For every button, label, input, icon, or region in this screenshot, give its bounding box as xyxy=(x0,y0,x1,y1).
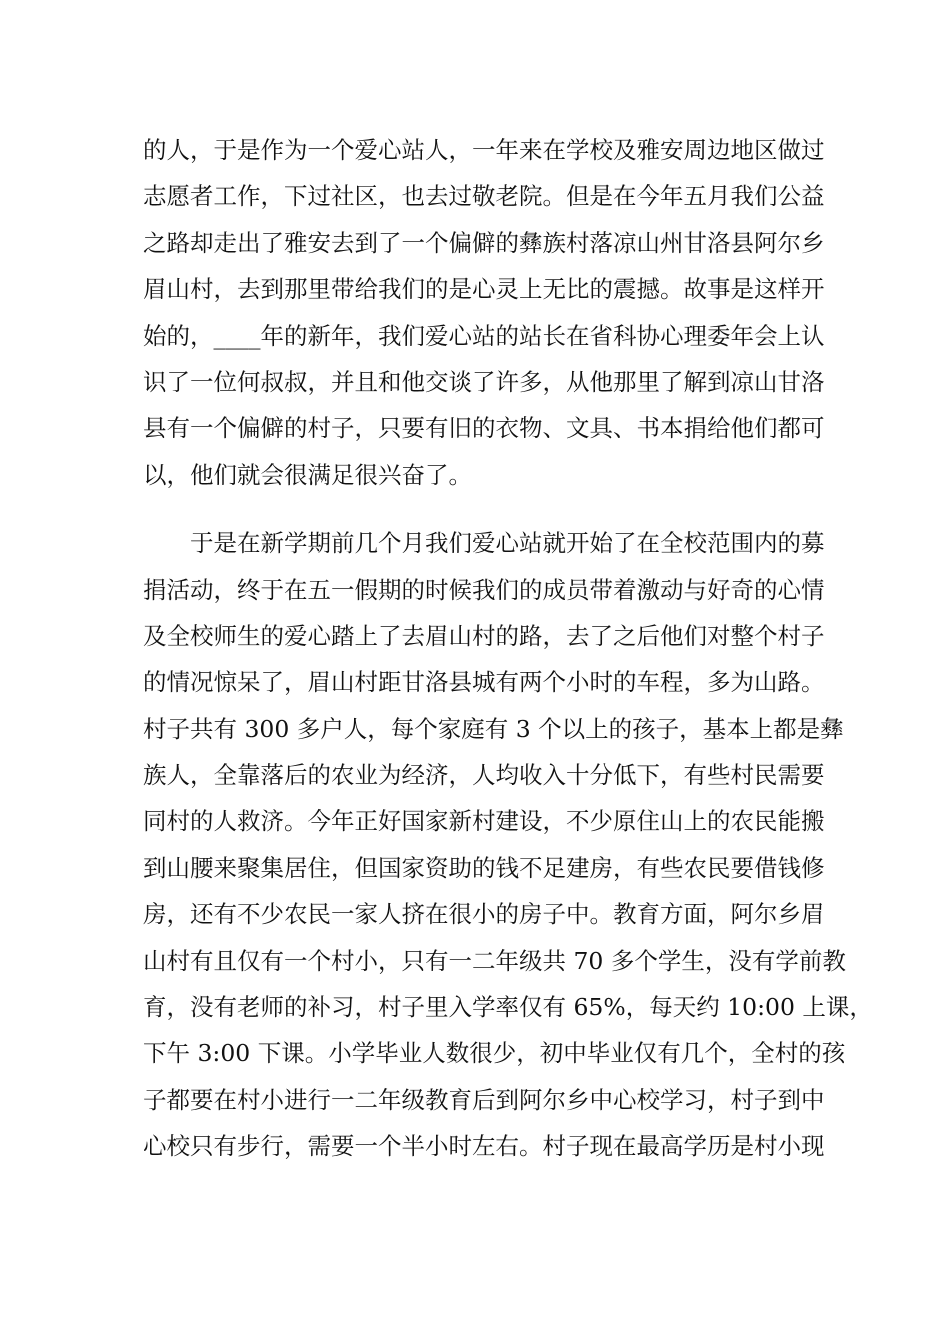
paragraph-line: 村子共有 300 多户人，每个家庭有 3 个以上的孩子，基本上都是彝 xyxy=(143,714,844,743)
paragraph-line: 之路却走出了雅安去到了一个偏僻的彝族村落凉山州甘洛县阿尔乡 xyxy=(143,228,825,257)
paragraph-line: 族人，全靠落后的农业为经济，人均收入十分低下，有些村民需要 xyxy=(143,761,825,790)
paragraph-line: 以，他们就会很满足很兴奋了。 xyxy=(143,460,472,489)
paragraph-line: 子都要在村小进行一二年级教育后到阿尔乡中心校学习，村子到中 xyxy=(143,1085,825,1114)
paragraph-line: 的人，于是作为一个爱心站人，一年来在学校及雅安周边地区做过 xyxy=(143,136,825,164)
paragraph-line: 到山腰来聚集居住，但国家资助的钱不足建房，有些农民要借钱修 xyxy=(143,853,825,882)
paragraph-1 xyxy=(143,127,825,498)
paragraph-line: 始的，____年的新年，我们爱心站的站长在省科协心理委年会上认 xyxy=(143,321,825,350)
paragraph-line: 房，还有不少农民一家人挤在很小的房子中。教育方面，阿尔乡眉 xyxy=(143,900,825,929)
paragraph-line: 眉山村，去到那里带给我们的是心灵上无比的震撼。故事是这样开 xyxy=(143,275,825,304)
paragraph-line: 于是在新学期前几个月我们爱心站就开始了在全校范围内的募 xyxy=(143,529,825,558)
paragraph-line: 育，没有老师的补习，村子里入学率仅有 65%，每天约 10:00 上课， xyxy=(143,993,873,1022)
document-body xyxy=(143,127,873,1170)
paragraph-line: 捐活动，终于在五一假期的时候我们的成员带着激动与好奇的心情 xyxy=(143,575,825,604)
paragraph-spacer xyxy=(143,498,811,520)
paragraph-line: 及全校师生的爱心踏上了去眉山村的路，去了之后他们对整个村子 xyxy=(143,621,825,650)
paragraph-line: 下午 3:00 下课。小学毕业人数很少，初中毕业仅有几个，全村的孩 xyxy=(143,1039,846,1068)
paragraph-line: 志愿者工作，下过社区，也去过敬老院。但是在今年五月我们公益 xyxy=(143,182,825,211)
paragraph-line: 的情况惊呆了，眉山村距甘洛县城有两个小时的车程，多为山路。 xyxy=(143,668,825,697)
paragraph-line: 同村的人救济。今年正好国家新村建设，不少原住山上的农民能搬 xyxy=(143,807,825,836)
paragraph-line: 山村有且仅有一个村小，只有一二年级共 70 多个学生，没有学前教 xyxy=(143,946,846,975)
paragraph-line: 心校只有步行，需要一个半小时左右。村子现在最高学历是村小现 xyxy=(143,1132,825,1161)
paragraph-2 xyxy=(143,520,873,1169)
paragraph-line: 县有一个偏僻的村子，只要有旧的衣物、文具、书本捐给他们都可 xyxy=(143,414,825,443)
paragraph-line: 识了一位何叔叔，并且和他交谈了许多，从他那里了解到凉山甘洛 xyxy=(143,367,825,396)
